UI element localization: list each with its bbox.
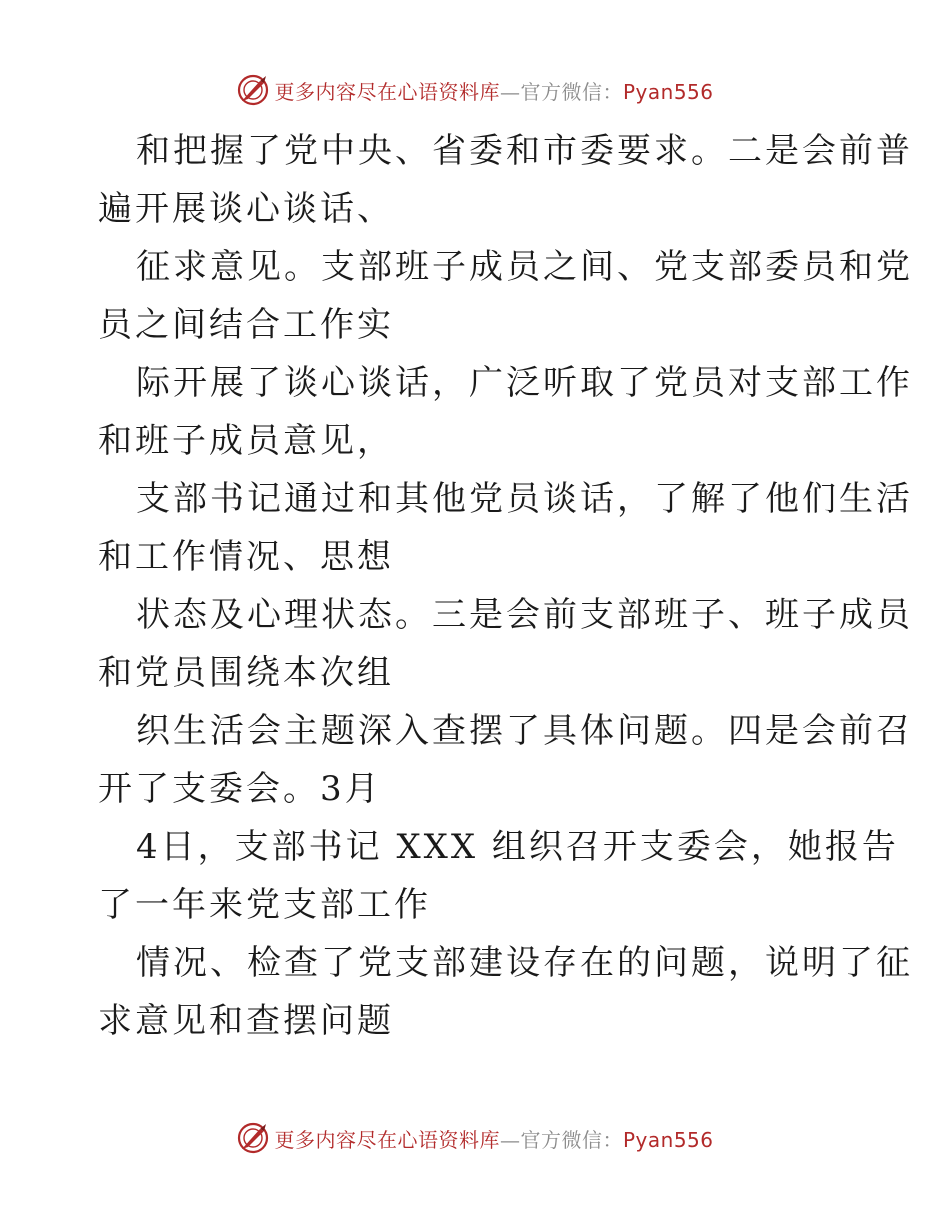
header-dash: — xyxy=(499,79,521,104)
body-line: 员之间结合工作实 xyxy=(98,305,394,345)
body-line: 求意见和查摆问题 xyxy=(98,1001,394,1041)
footer-dash: — xyxy=(499,1127,521,1152)
body-line: 支部书记通过和其他党员谈话，了解了他们生活 xyxy=(136,479,913,519)
body-line: 际开展了谈心谈话，广泛听取了党员对支部工作 xyxy=(136,363,913,403)
footer-wechat-label: 官方微信： xyxy=(520,1127,623,1152)
footer-wechat-id: Pyan556 xyxy=(622,1127,714,1152)
header-wechat-id: Pyan556 xyxy=(622,79,714,104)
body-line: 情况、检查了党支部建设存在的问题，说明了征 xyxy=(136,943,913,983)
quill-pen-logo-icon xyxy=(236,73,270,107)
body-line: 了一年来党支部工作 xyxy=(98,885,431,925)
body-line: 和工作情况、思想 xyxy=(98,537,394,577)
body-line: 遍开展谈心谈话、 xyxy=(98,189,394,229)
body-line: 和把握了党中央、省委和市委要求。二是会前普 xyxy=(136,131,913,171)
body-line: 征求意见。支部班子成员之间、党支部委员和党 xyxy=(136,247,913,287)
header-banner-text xyxy=(274,76,713,105)
body-line: 和班子成员意见， xyxy=(98,421,394,461)
header-wechat-label: 官方微信： xyxy=(520,79,623,104)
body-line: 开了支委会。3月 xyxy=(98,769,382,809)
footer-banner xyxy=(0,1118,950,1158)
header-site-text: 更多内容尽在心语资料库 xyxy=(274,79,500,104)
footer-banner-text xyxy=(274,1124,713,1153)
body-line: 和党员围绕本次组 xyxy=(98,653,394,693)
body-line: 4日，支部书记 XXX 组织召开支委会，她报告 xyxy=(136,827,899,867)
footer-site-text: 更多内容尽在心语资料库 xyxy=(274,1127,500,1152)
header-banner xyxy=(0,70,950,110)
body-line: 状态及心理状态。三是会前支部班子、班子成员 xyxy=(136,595,913,635)
document-body xyxy=(98,122,913,1050)
body-line: 织生活会主题深入查摆了具体问题。四是会前召 xyxy=(136,711,913,751)
quill-pen-logo-icon xyxy=(236,1121,270,1155)
